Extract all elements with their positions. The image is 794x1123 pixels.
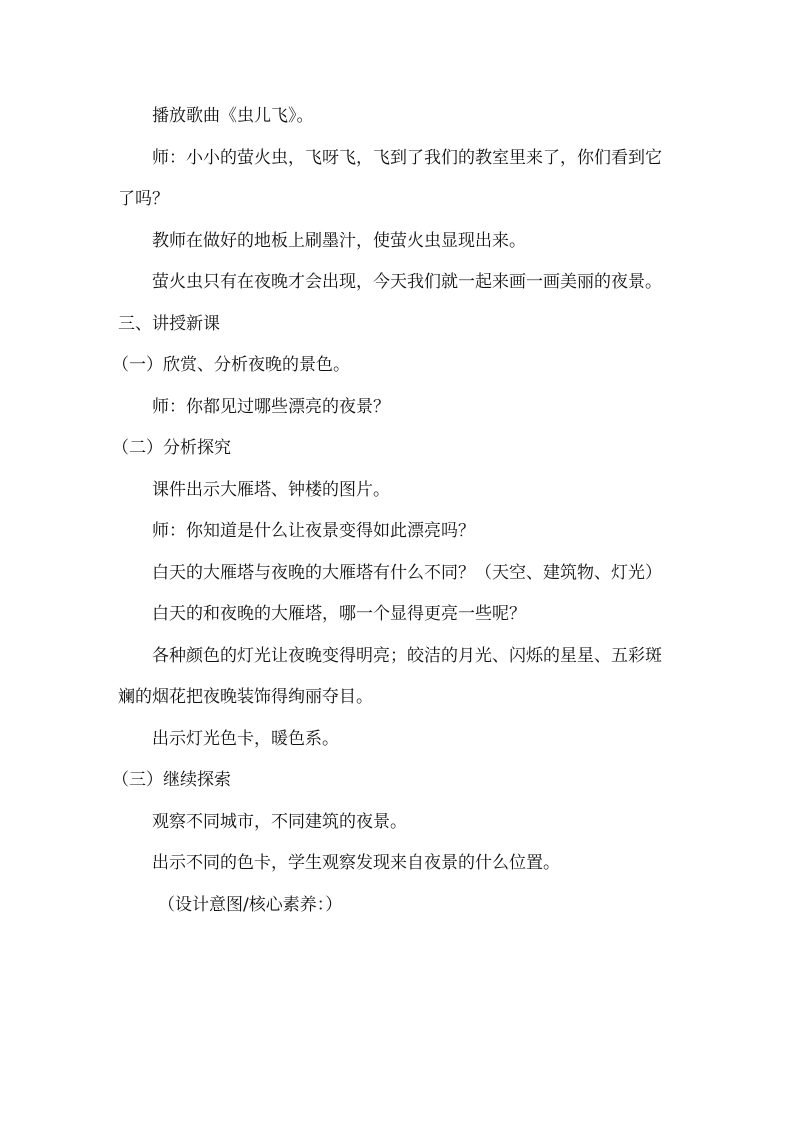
subsection-heading-analyze: （二）分析探究 [112,438,231,458]
paragraph-day-night-difference: 白天的大雁塔与夜晚的大雁塔有什么不同？（天空、建筑物、灯光） [152,562,662,583]
subsection-heading-explore: （三）继续探索 [112,770,231,790]
paragraph-which-brighter: 白天的和夜晚的大雁塔，哪一个显得更亮一些呢？ [152,604,526,624]
paragraph-teacher-question-beauty: 师：你知道是什么让夜景变得如此漂亮吗？ [152,521,475,541]
paragraph-lights-description: 各种颜色的灯光让夜晚变得明亮；皎洁的月光、闪烁的星星、五彩斑斓的烟花把夜晚装饰得绚丽夺目。 [118,645,662,707]
paragraph-ink-floor: 教师在做好的地板上刷墨汁，使萤火虫显现出来。 [152,230,526,251]
subsection-heading-appreciate: （一）欣赏、分析夜晚的景色。 [112,355,350,375]
paragraph-teacher-question-night: 师：你都见过哪些漂亮的夜景？ [152,396,390,417]
paragraph-color-card-position: 出示不同的色卡，学生观察发现来自夜景的什么位置。 [152,853,560,873]
paragraph-show-pictures: 课件出示大雁塔、钟楼的图片。 [152,479,390,500]
paragraph-teacher-firefly: 师：小小的萤火虫，飞呀飞，飞到了我们的教室里来了，你们看到它了吗？ [118,147,662,209]
paragraph-play-song: 播放歌曲《虫儿飞》。 [152,106,314,126]
section-heading-new-lesson: 三、讲授新课 [118,313,220,334]
paragraph-night-intro: 萤火虫只有在夜晚才会出现，今天我们就一起来画一画美丽的夜景。 [152,272,662,292]
paragraph-design-intent: （设计意图/核心素养：） [158,894,343,915]
paragraph-observe-cities: 观察不同城市，不同建筑的夜景。 [152,811,407,832]
paragraph-color-card-warm: 出示灯光色卡，暖色系。 [152,728,339,749]
